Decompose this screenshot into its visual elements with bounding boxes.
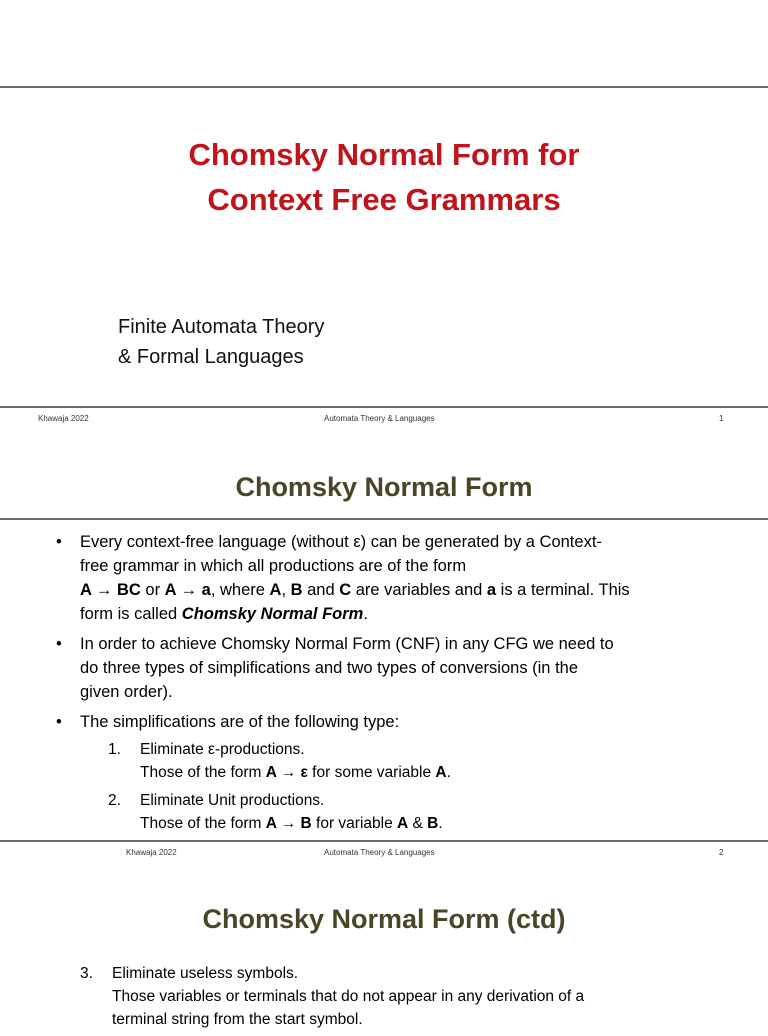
slide3-item-3 — [80, 962, 720, 1036]
slide1-footer-page-number: 1 — [719, 414, 724, 423]
slide1-title — [0, 132, 768, 222]
slide1-footer-center: Automata Theory & Languages — [324, 414, 435, 423]
bullet2-line3: given order). — [80, 683, 173, 701]
var-b: B — [290, 581, 303, 599]
slide1-subtitle-line1: Finite Automata Theory — [118, 316, 325, 338]
item2-number: 2. — [108, 792, 121, 809]
slide2-footer-page-number: 2 — [719, 848, 724, 857]
item1-var-a: A — [435, 764, 447, 781]
text-terminal: is a terminal. This — [496, 581, 630, 599]
simplification-item-2 — [108, 789, 706, 835]
slide1-title-line1: Chomsky Normal Form for — [188, 137, 580, 172]
slide1-footer-left: Khawaja 2022 — [38, 414, 89, 423]
rule-a-b: A → B — [265, 815, 312, 832]
item1-line1: Eliminate ε-productions. — [140, 741, 305, 758]
rule-a-a: A → a — [164, 581, 211, 599]
item2-pre: Those of the form — [140, 815, 266, 832]
item2-post: . — [438, 815, 443, 832]
simplification-item-1 — [108, 738, 706, 784]
slide1-title-line2: Context Free Grammars — [207, 182, 561, 217]
item1-pre: Those of the form — [140, 764, 266, 781]
bullet3-line1: The simplifications are of the following type: — [80, 713, 400, 731]
item1-line2 — [140, 761, 706, 784]
rule-a-bc: A → BC — [80, 581, 141, 599]
bullet2-line1: In order to achieve Chomsky Normal Form (CNF) in any CFG we need to — [80, 635, 614, 653]
text-form-called: form is called — [80, 605, 182, 623]
slide2-bullet-2 — [56, 632, 706, 704]
slide2-footer-center: Automata Theory & Languages — [324, 848, 435, 857]
bullet-dot-icon: • — [56, 533, 62, 551]
terminal-a: a — [486, 581, 497, 599]
bullet1-line1: Every context-free language (without ε) can be generated by a Context- — [80, 533, 602, 551]
item2-var-a: A — [397, 815, 409, 832]
bullet-dot-icon: • — [56, 713, 62, 731]
bullet2-line2: do three types of simplifications and two types of conversions (in the — [80, 659, 579, 677]
item3-line1: Eliminate useless symbols. — [112, 965, 299, 982]
simplification-list — [108, 738, 706, 835]
item2-mid: for variable — [311, 815, 398, 832]
var-a: A — [269, 581, 282, 599]
bullet1-line3 — [80, 578, 706, 602]
useless-symbols-item — [80, 962, 720, 1031]
slide3-title: Chomsky Normal Form (ctd) — [202, 904, 566, 934]
bullet-dot-icon: • — [56, 635, 62, 653]
item1-number: 1. — [108, 741, 121, 758]
slide2-bullet-1 — [56, 530, 706, 626]
slide2-bullet-3 — [56, 710, 706, 835]
text-where: , where — [210, 581, 270, 599]
bullet1-line4 — [80, 602, 706, 626]
item3-line3: terminal string from the start symbol. — [112, 1011, 363, 1028]
slide2-title: Chomsky Normal Form — [235, 472, 533, 502]
item1-mid: for some variable — [307, 764, 436, 781]
item2-line2 — [140, 812, 706, 835]
text-and: and — [302, 581, 340, 599]
item3-line2: Those variables or terminals that do not appear in any derivation of a — [112, 988, 585, 1005]
item2-amp: & — [408, 815, 428, 832]
text-sep: , — [281, 581, 291, 599]
text-variables: are variables and — [351, 581, 487, 599]
text-period: . — [363, 605, 368, 623]
item1-post: . — [446, 764, 451, 781]
slide1-subtitle — [118, 312, 324, 372]
text-or: or — [140, 581, 165, 599]
slide1-footer-rule — [0, 406, 768, 408]
term-cnf: Chomsky Normal Form — [181, 605, 364, 623]
slide2-footer-left: Khawaja 2022 — [126, 848, 177, 857]
rule-a-epsilon: A → ε — [265, 764, 308, 781]
slide2-bullet-list — [56, 530, 706, 840]
slide2-footer-rule — [0, 840, 768, 842]
slide1-subtitle-line2: & Formal Languages — [118, 346, 304, 368]
item2-var-b: B — [427, 815, 439, 832]
item3-number: 3. — [80, 965, 93, 982]
var-c: C — [339, 581, 352, 599]
bullet1-line2: free grammar in which all productions are of the form — [80, 557, 467, 575]
slide1-top-rule — [0, 86, 768, 88]
item2-line1: Eliminate Unit productions. — [140, 792, 325, 809]
slide2-title-rule — [0, 518, 768, 520]
